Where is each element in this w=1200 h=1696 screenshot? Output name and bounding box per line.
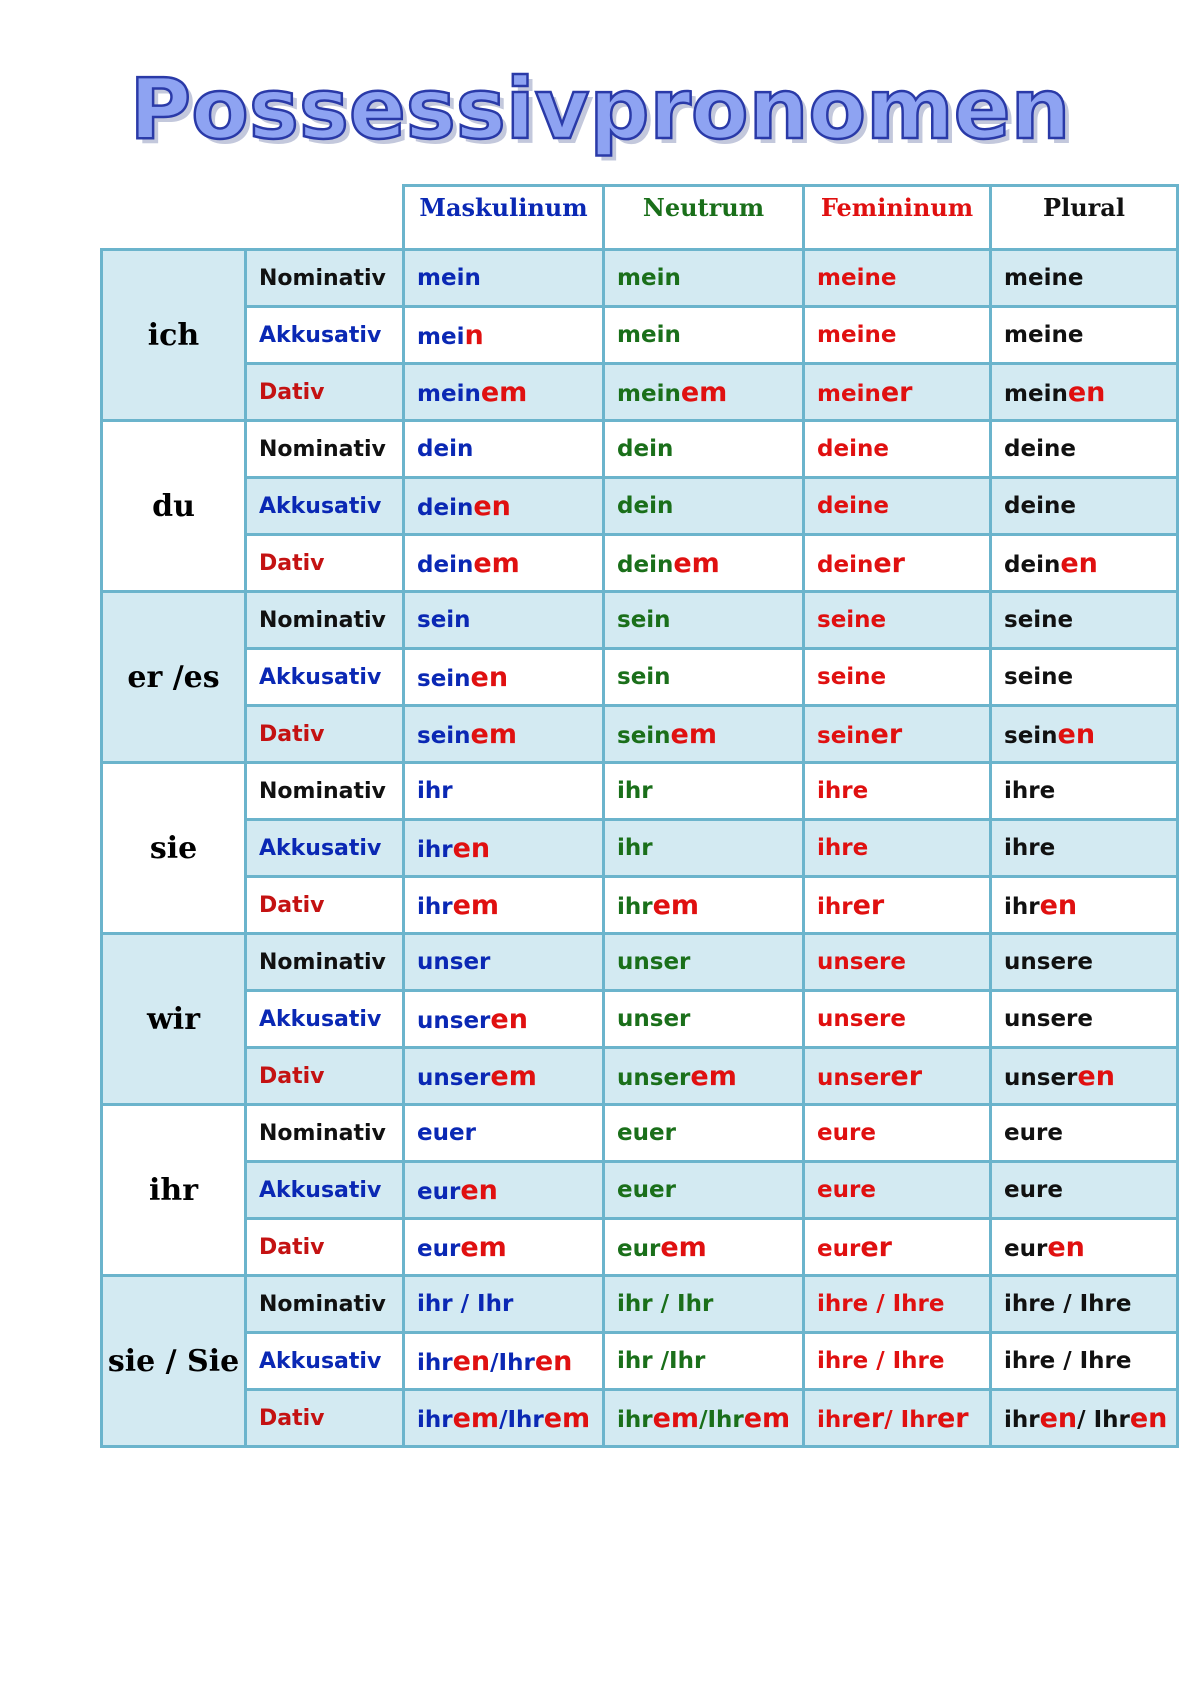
ending-text: en [1039,1402,1078,1434]
ending-text: em [690,1060,737,1092]
stem-text: meine [1004,322,1084,348]
stem-text: dein [417,494,474,521]
stem-text: eure [1004,1120,1063,1146]
pronoun-form-cell [604,763,804,820]
pronoun-form-cell [804,535,991,592]
pronoun-label: er /es [102,592,246,763]
ending-text: er [936,1402,969,1434]
case-label: Akkusativ [246,1333,404,1390]
stem-text: ihr [617,778,653,804]
ending-text: en [1039,889,1078,921]
pronoun-form-cell [804,820,991,877]
table-row [102,364,1178,421]
stem-text: sein [617,722,671,749]
table-row [102,1390,1178,1447]
possessive-pronoun-table [100,184,1179,1448]
pronoun-form-cell [991,649,1178,706]
stem-text: meine [817,265,897,291]
stem-text: unsere [1004,949,1093,975]
case-label: Dativ [246,1048,404,1105]
stem-text: mein [617,265,681,291]
column-header-maskulinum: Maskulinum [404,186,604,250]
pronoun-form-cell [991,478,1178,535]
page-title: Possessivpronomen [129,60,1071,158]
ending-text: en [460,1174,498,1206]
stem-text: ihre / Ihre [1004,1291,1132,1317]
table-row [102,1162,1178,1219]
pronoun-form-cell [804,706,991,763]
stem-text: euer [617,1120,676,1146]
stem-text: / Ihr [1077,1406,1130,1433]
pronoun-form-cell [404,421,604,478]
pronoun-form-cell [604,307,804,364]
case-label: Akkusativ [246,649,404,706]
pronoun-form-cell [604,991,804,1048]
case-label: Dativ [246,1219,404,1276]
ending-text: em [743,1402,791,1434]
ending-text: er [880,376,913,408]
pronoun-form-cell [604,1276,804,1333]
stem-text: ihre [1004,778,1056,804]
pronoun-label: sie / Sie [102,1276,246,1447]
ending-text: em [652,889,700,921]
pronoun-form-cell [804,1390,991,1447]
stem-text: mei [417,323,465,350]
pronoun-form-cell [804,1219,991,1276]
stem-text: ihr [617,893,653,920]
case-label: Nominativ [246,1105,404,1162]
case-label: Akkusativ [246,1162,404,1219]
pronoun-form-cell [991,592,1178,649]
stem-text: mein [617,322,681,348]
pronoun-form-cell [804,478,991,535]
pronoun-form-cell [804,250,991,307]
stem-text: ihr [817,1406,853,1433]
pronoun-form-cell [991,535,1178,592]
stem-text: ihr /Ihr [617,1348,706,1374]
stem-text: eur [617,1235,661,1262]
ending-text: em [652,1402,700,1434]
column-header-femininum: Femininum [804,186,991,250]
stem-text: unsere [1004,1006,1093,1032]
pronoun-form-cell [991,820,1178,877]
table-row [102,763,1178,820]
pronoun-form-cell [991,706,1178,763]
ending-text: em [680,376,728,408]
ending-text: n [464,319,484,351]
ending-text: er [870,718,903,750]
table-body [102,250,1178,1447]
pronoun-form-cell [604,706,804,763]
pronoun-form-cell [991,1390,1178,1447]
ending-text: em [543,1402,591,1434]
pronoun-form-cell [991,763,1178,820]
pronoun-form-cell [404,1162,604,1219]
ending-text: en [470,661,509,693]
pronoun-form-cell [404,1276,604,1333]
stem-text: mein [417,380,481,407]
case-label: Akkusativ [246,307,404,364]
pronoun-form-cell [404,592,604,649]
stem-text: euer [617,1177,676,1203]
ending-text: em [470,718,517,750]
ending-text: em [452,1402,500,1434]
stem-text: ihr [417,893,453,920]
stem-text: deine [1004,436,1076,462]
pronoun-label: du [102,421,246,592]
pronoun-form-cell [604,478,804,535]
stem-text: eure [817,1177,876,1203]
table-row [102,1105,1178,1162]
pronoun-form-cell [604,364,804,421]
table-row [102,592,1178,649]
table-row [102,877,1178,934]
stem-text: meine [817,322,897,348]
stem-text: unser [617,1006,691,1032]
stem-text: sein [417,665,471,692]
ending-text: em [480,376,528,408]
case-label: Dativ [246,1390,404,1447]
pronoun-form-cell [804,877,991,934]
case-label: Akkusativ [246,820,404,877]
ending-text: en [1067,376,1106,408]
table-row [102,934,1178,991]
pronoun-label: sie [102,763,246,934]
pronoun-form-cell [404,934,604,991]
stem-text: ihre [1004,835,1056,861]
stem-text: ihr / Ihr [617,1291,714,1317]
ending-text: er [860,1231,892,1263]
pronoun-form-cell [604,1162,804,1219]
pronoun-form-cell [404,991,604,1048]
pronoun-form-cell [404,478,604,535]
stem-text: ihr [1004,1406,1040,1433]
stem-text: mein [617,380,681,407]
pronoun-form-cell [804,364,991,421]
ending-text: em [452,889,500,921]
stem-text: ihre / Ihre [817,1348,945,1374]
pronoun-form-cell [804,421,991,478]
stem-text: eur [417,1178,461,1205]
table-row [102,1219,1178,1276]
stem-text: deine [817,493,889,519]
stem-text: /Ihr [499,1406,544,1433]
stem-text: unser [617,949,691,975]
ending-text: em [660,1231,707,1263]
pronoun-form-cell [991,877,1178,934]
stem-text: unser [417,1064,491,1091]
case-label: Akkusativ [246,478,404,535]
stem-text: sein [417,722,471,749]
ending-text: er [852,1402,885,1434]
case-label: Nominativ [246,592,404,649]
stem-text: seine [1004,607,1074,633]
pronoun-form-cell [404,1048,604,1105]
stem-text: unser [1004,1064,1078,1091]
pronoun-form-cell [404,706,604,763]
pronoun-form-cell [604,535,804,592]
case-label: Akkusativ [246,991,404,1048]
stem-text: deine [817,436,889,462]
pronoun-form-cell [991,1333,1178,1390]
pronoun-form-cell [604,820,804,877]
pronoun-form-cell [604,877,804,934]
stem-text: ihr [817,893,853,920]
stem-text: dein [617,493,674,519]
column-header-plural: Plural [991,186,1178,250]
ending-text: em [473,547,520,579]
pronoun-form-cell [604,250,804,307]
pronoun-form-cell [604,1048,804,1105]
stem-text: sein [817,722,871,749]
table-row [102,649,1178,706]
case-label: Nominativ [246,421,404,478]
stem-text: /Ihr [699,1406,744,1433]
stem-text: eur [417,1235,461,1262]
ending-text: en [1057,718,1096,750]
column-header-neutrum: Neutrum [604,186,804,250]
stem-text: ihr [417,1349,453,1376]
pronoun-form-cell [804,763,991,820]
table-row [102,1276,1178,1333]
pronoun-form-cell [991,307,1178,364]
case-label: Dativ [246,706,404,763]
pronoun-label: ich [102,250,246,421]
pronoun-form-cell [604,1219,804,1276]
stem-text: ihre / Ihre [817,1291,945,1317]
header-corner [102,186,404,250]
pronoun-form-cell [804,649,991,706]
stem-text: meine [1004,265,1084,291]
table-row [102,478,1178,535]
pronoun-form-cell [404,820,604,877]
case-label: Nominativ [246,763,404,820]
pronoun-form-cell [604,1390,804,1447]
pronoun-form-cell [404,1390,604,1447]
stem-text: dein [1004,551,1061,578]
ending-text: en [452,1345,491,1377]
case-label: Dativ [246,877,404,934]
table-row [102,820,1178,877]
stem-text: eure [1004,1177,1063,1203]
table-row [102,307,1178,364]
pronoun-form-cell [991,934,1178,991]
stem-text: ihr [617,835,653,861]
pronoun-form-cell [991,1105,1178,1162]
case-label: Dativ [246,535,404,592]
pronoun-form-cell [404,535,604,592]
stem-text: mein [417,265,481,291]
stem-text: eure [817,1120,876,1146]
ending-text: en [1077,1060,1115,1092]
stem-text: ihr / Ihr [417,1291,514,1317]
case-label: Nominativ [246,250,404,307]
ending-text: en [1047,1231,1085,1263]
pronoun-form-cell [604,1333,804,1390]
pronoun-form-cell [404,1219,604,1276]
pronoun-form-cell [991,1048,1178,1105]
stem-text: seine [817,664,887,690]
pronoun-form-cell [804,1162,991,1219]
case-label: Nominativ [246,1276,404,1333]
stem-text: dein [417,551,474,578]
table-row [102,991,1178,1048]
stem-text: dein [417,436,474,462]
case-label: Dativ [246,364,404,421]
pronoun-form-cell [404,364,604,421]
stem-text: dein [817,551,874,578]
pronoun-form-cell [404,1333,604,1390]
stem-text: ihr [1004,893,1040,920]
ending-text: em [490,1060,537,1092]
pronoun-form-cell [804,1276,991,1333]
pronoun-form-cell [604,421,804,478]
pronoun-form-cell [804,307,991,364]
stem-text: /Ihr [490,1349,535,1376]
pronoun-form-cell [604,934,804,991]
stem-text: ihre / Ihre [1004,1348,1132,1374]
table-row [102,535,1178,592]
stem-text: ihre [817,835,869,861]
stem-text: ihre [817,778,869,804]
pronoun-form-cell [404,1105,604,1162]
stem-text: ihr [417,1406,453,1433]
stem-text: eur [817,1235,861,1262]
stem-text: euer [417,1120,476,1146]
pronoun-form-cell [404,307,604,364]
ending-text: en [473,490,511,522]
pronoun-form-cell [804,1333,991,1390]
pronoun-form-cell [991,991,1178,1048]
pronoun-form-cell [404,250,604,307]
ending-text: em [670,718,717,750]
stem-text: unser [417,1007,491,1034]
stem-text: / Ihr [884,1406,937,1433]
pronoun-form-cell [804,991,991,1048]
pronoun-form-cell [804,1048,991,1105]
pronoun-form-cell [991,1162,1178,1219]
pronoun-form-cell [991,1219,1178,1276]
pronoun-form-cell [991,364,1178,421]
table-row [102,706,1178,763]
stem-text: dein [617,551,674,578]
ending-text: en [534,1345,573,1377]
stem-text: deine [1004,493,1076,519]
stem-text: ihr [417,836,453,863]
ending-text: en [490,1003,528,1035]
stem-text: sein [617,664,671,690]
pronoun-form-cell [604,592,804,649]
ending-text: en [452,832,491,864]
stem-text: ihr [617,1406,653,1433]
pronoun-form-cell [991,250,1178,307]
pronoun-form-cell [804,934,991,991]
stem-text: unser [417,949,491,975]
pronoun-form-cell [604,649,804,706]
ending-text: em [673,547,720,579]
ending-text: er [852,889,885,921]
table-row [102,1048,1178,1105]
stem-text: eur [1004,1235,1048,1262]
pronoun-form-cell [804,592,991,649]
stem-text: unsere [817,1006,906,1032]
pronoun-form-cell [991,1276,1178,1333]
stem-text: unsere [817,949,906,975]
stem-text: sein [1004,722,1058,749]
pronoun-form-cell [404,649,604,706]
stem-text: sein [417,607,471,633]
table-row [102,1333,1178,1390]
stem-text: seine [817,607,887,633]
ending-text: er [873,547,905,579]
stem-text: dein [617,436,674,462]
ending-text: en [1129,1402,1168,1434]
stem-text: seine [1004,664,1074,690]
header-row [102,186,1178,250]
stem-text: unser [617,1064,691,1091]
pronoun-form-cell [404,763,604,820]
stem-text: unser [817,1064,891,1091]
stem-text: mein [1004,380,1068,407]
ending-text: en [1060,547,1098,579]
stem-text: sein [617,607,671,633]
case-label: Nominativ [246,934,404,991]
ending-text: er [890,1060,923,1092]
pronoun-form-cell [404,877,604,934]
pronoun-label: ihr [102,1105,246,1276]
ending-text: em [460,1231,507,1263]
table-row [102,250,1178,307]
pronoun-form-cell [804,1105,991,1162]
pronoun-label: wir [102,934,246,1105]
table-row [102,421,1178,478]
stem-text: mein [817,380,881,407]
pronoun-form-cell [991,421,1178,478]
stem-text: ihr [417,778,453,804]
pronoun-form-cell [604,1105,804,1162]
